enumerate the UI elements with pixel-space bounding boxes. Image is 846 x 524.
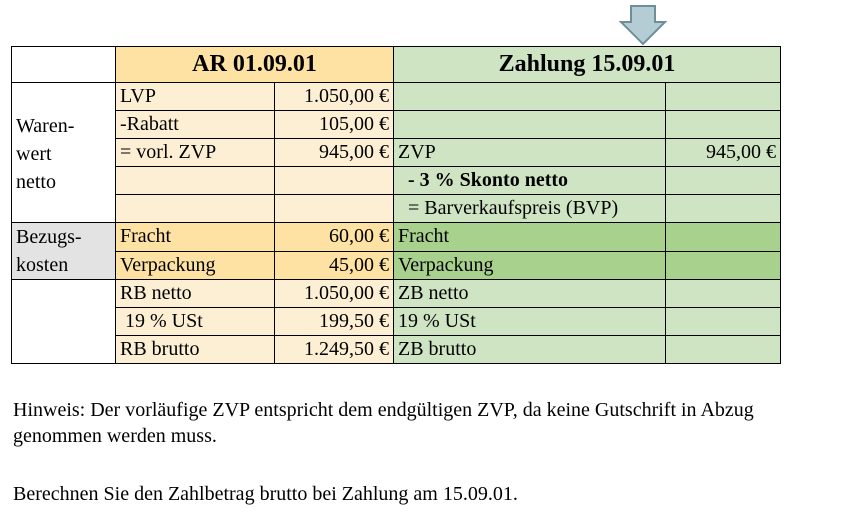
ar-label: LVP	[116, 83, 275, 111]
zahlung-label: Verpackung	[394, 251, 666, 280]
zahlung-label: = Barverkaufspreis (BVP)	[394, 195, 666, 223]
zahlung-value	[666, 308, 781, 336]
warenwert-line-3: netto	[16, 171, 56, 193]
ar-value: 45,00 €	[275, 251, 394, 280]
ar-value: 1.050,00 €	[275, 83, 394, 111]
zahlung-label: ZB brutto	[394, 336, 666, 364]
ar-label: Verpackung	[116, 251, 275, 280]
aufgabe-text: Berechnen Sie den Zahlbetrag brutto bei Zahlung am 15.09.01.	[13, 483, 518, 505]
down-arrow-icon	[617, 4, 669, 46]
ar-label: = vorl. ZVP	[116, 139, 275, 167]
ar-label: RB netto	[116, 280, 275, 308]
header-zahlung: Zahlung 15.09.01	[394, 47, 781, 83]
bezugskosten-line-1: Bezugs-	[16, 226, 82, 248]
zahlung-value: 945,00 €	[666, 139, 781, 167]
header-empty-cell	[12, 47, 116, 83]
ar-value: 945,00 €	[275, 139, 394, 167]
header-ar: AR 01.09.01	[116, 47, 394, 83]
table-row	[12, 336, 781, 364]
bezugskosten-line-2: kosten	[16, 254, 69, 276]
zahlung-label: Fracht	[394, 223, 666, 252]
warenwert-line-1: Waren-	[16, 115, 75, 137]
warenwert-label	[12, 83, 116, 223]
zahlung-value	[666, 223, 781, 252]
zahlung-value	[666, 111, 781, 139]
zahlung-label	[394, 83, 666, 111]
zahlung-value	[666, 83, 781, 111]
zahlung-value	[666, 195, 781, 223]
ar-label: -Rabatt	[116, 111, 275, 139]
table-header-row	[12, 47, 781, 83]
zahlung-value	[666, 251, 781, 280]
zahlung-label: ZB netto	[394, 280, 666, 308]
table-row	[12, 167, 781, 195]
zahlung-value	[666, 280, 781, 308]
zahlung-value	[666, 336, 781, 364]
ar-value: 1.050,00 €	[275, 280, 394, 308]
table-row	[12, 223, 781, 252]
ar-label: Fracht	[116, 223, 275, 252]
ar-label	[116, 195, 275, 223]
ar-label: 19 % USt	[116, 308, 275, 336]
hinweis-text: Hinweis: Der vorläufige ZVP entspricht dem endgültigen ZVP, da keine Gutschrift in Abzug genommen werden muss.	[13, 399, 754, 447]
bezugskosten-label	[12, 223, 116, 280]
zahlung-label: ZVP	[394, 139, 666, 167]
zahlung-label	[394, 111, 666, 139]
table-row	[12, 139, 781, 167]
ar-label	[116, 167, 275, 195]
ar-value	[275, 167, 394, 195]
totals-empty-cell	[12, 280, 116, 364]
calculation-table	[11, 46, 781, 364]
ar-value: 60,00 €	[275, 223, 394, 252]
ar-label: RB brutto	[116, 336, 275, 364]
zahlung-value	[666, 167, 781, 195]
table-row	[12, 280, 781, 308]
table-row	[12, 83, 781, 111]
zahlung-label: 19 % USt	[394, 308, 666, 336]
zahlung-label: - 3 % Skonto netto	[394, 167, 666, 195]
warenwert-line-2: wert	[16, 143, 52, 165]
table-row	[12, 251, 781, 280]
table-row	[12, 195, 781, 223]
table-row	[12, 111, 781, 139]
ar-value: 105,00 €	[275, 111, 394, 139]
ar-value	[275, 195, 394, 223]
ar-value: 199,50 €	[275, 308, 394, 336]
table-row	[12, 308, 781, 336]
ar-value: 1.249,50 €	[275, 336, 394, 364]
